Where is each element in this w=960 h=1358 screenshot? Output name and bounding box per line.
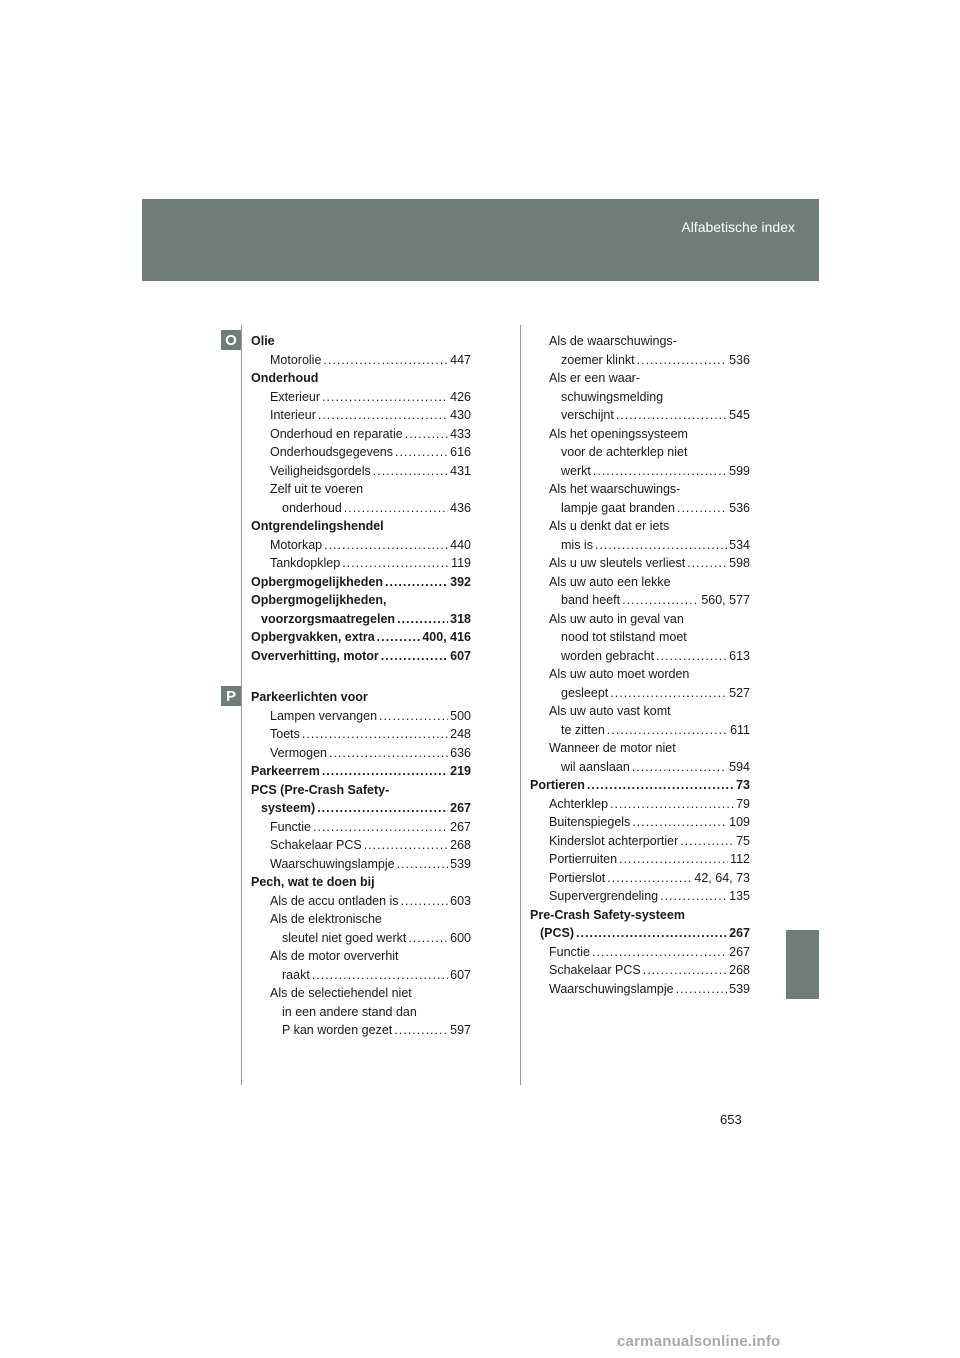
leader-dots [593, 462, 727, 481]
index-entry-label: Als er een waar- [549, 371, 641, 385]
index-entry-label: Onderhoud en reparatie [270, 426, 403, 441]
index-entry [530, 647, 750, 666]
index-entry-label: sleutel niet goed werkt [282, 930, 407, 945]
index-entry [530, 684, 750, 703]
index-entry [251, 647, 471, 666]
index-entry-label: Olie [251, 334, 275, 348]
index-entry [530, 795, 750, 814]
index-entry-label: Kinderslot achterportier [549, 833, 679, 848]
index-entry-page: 598 [729, 556, 750, 570]
index-entry [251, 499, 471, 518]
index-entry-label: Als de accu ontladen is [270, 893, 399, 908]
index-entry-page: 500 [450, 708, 471, 723]
index-entry [530, 499, 750, 518]
index-entry [530, 702, 750, 721]
index-entry-page: 430 [450, 408, 471, 422]
index-entry [251, 873, 471, 892]
index-entry [530, 332, 750, 351]
index-entry-label: Als uw auto een lekke [549, 574, 671, 589]
leader-dots [379, 707, 448, 726]
index-entry-label: Interieur [270, 408, 316, 422]
index-entry-label: Zelf uit te voeren [270, 482, 364, 496]
index-entry-label: Supervergrendeling [549, 889, 659, 903]
index-entry [530, 480, 750, 499]
leader-dots [397, 855, 449, 874]
leader-dots [373, 462, 448, 481]
index-entry-label: Pech, wat te doen bij [251, 875, 375, 889]
index-entry-page: 268 [729, 963, 750, 977]
index-entry [530, 850, 750, 869]
index-entry-label: Waarschuwingslampje [549, 981, 674, 996]
index-entry-page: 447 [450, 352, 471, 367]
index-entry-label: Vermogen [270, 745, 327, 760]
index-entry-page: 594 [729, 759, 750, 774]
section-title: Alfabetische index [681, 219, 795, 235]
index-entry-label: Als uw auto vast komt [549, 704, 671, 718]
index-entry [251, 425, 471, 444]
index-entry [251, 799, 471, 818]
index-entry-page: 42, 64, 73 [694, 870, 750, 885]
index-entry-label: Exterieur [270, 389, 321, 404]
index-entry-page: 440 [450, 537, 471, 552]
index-entry-page: 119 [451, 556, 471, 570]
index-entry-label: mis is [561, 537, 593, 552]
index-entry [251, 688, 471, 707]
index-entry-label: P kan worden gezet [282, 1023, 393, 1037]
header-band [142, 199, 819, 281]
page-number: 653 [720, 1112, 742, 1127]
index-entry [251, 462, 471, 481]
index-entry-label: lampje gaat branden [561, 500, 675, 515]
index-entry-label: Als de selectiehendel niet [270, 986, 412, 1000]
index-entry-label: Wanneer de motor niet [549, 741, 676, 755]
index-entry-label: Portierruiten [549, 852, 618, 866]
index-entry-page: 75 [736, 833, 750, 848]
index-entry-label: Als u denkt dat er iets [549, 519, 670, 533]
index-entry-label: band heeft [561, 593, 621, 607]
index-entry-page: 607 [450, 648, 471, 663]
index-entry-page: 431 [450, 463, 471, 478]
index-entry-label: Als de elektronische [270, 912, 382, 926]
index-entry [530, 443, 750, 462]
leader-dots [622, 591, 699, 610]
index-entry-label: Functie [270, 819, 311, 834]
index-entry [251, 818, 471, 837]
index-entry-page: 109 [729, 815, 750, 829]
leader-dots [619, 850, 728, 869]
index-entry-label: (PCS) [540, 926, 575, 940]
leader-dots [587, 776, 734, 795]
leader-dots [394, 1021, 448, 1040]
leader-dots [302, 725, 448, 744]
index-entry [530, 610, 750, 629]
leader-dots [643, 961, 727, 980]
index-entry-label: Pre-Crash Safety-systeem [530, 907, 685, 922]
leader-dots [364, 836, 448, 855]
leader-dots [329, 744, 448, 763]
index-entry [251, 351, 471, 370]
index-entry-label: Toets [270, 727, 300, 741]
index-entry [530, 628, 750, 647]
index-entry-label: Tankdopklep [270, 556, 341, 570]
index-entry [530, 665, 750, 684]
index-entry-page: 597 [450, 1023, 471, 1037]
index-entry [530, 943, 750, 962]
index-entry-page: 527 [729, 685, 750, 700]
leader-dots [317, 799, 448, 818]
leader-dots [610, 684, 727, 703]
index-entry-label: Ontgrendelingshendel [251, 519, 384, 533]
index-entry [530, 776, 750, 795]
index-entry-label: zoemer klinkt [561, 352, 635, 367]
index-entry-page: 636 [450, 745, 471, 760]
leader-dots [401, 892, 449, 911]
index-entry-label: worden gebracht [561, 648, 655, 663]
index-entry [530, 517, 750, 536]
index-entry-page: 267 [450, 801, 471, 815]
index-entry-page: 603 [450, 893, 471, 908]
leader-dots [607, 721, 728, 740]
index-entry-page: 536 [729, 500, 750, 515]
index-entry [251, 536, 471, 555]
index-entry-label: Als uw auto moet worden [549, 667, 690, 681]
watermark: carmanualsonline.info [617, 1333, 781, 1350]
index-entry-label: Schakelaar PCS [549, 963, 641, 977]
index-column-1-o [251, 332, 471, 665]
index-entry [251, 369, 471, 388]
index-entry [530, 536, 750, 555]
leader-dots [342, 554, 449, 573]
index-entry [530, 887, 750, 906]
index-entry-page: 534 [729, 537, 750, 552]
index-entry-label: Buitenspiegels [549, 815, 631, 829]
index-entry-page: 392 [450, 574, 471, 589]
leader-dots [322, 388, 448, 407]
index-entry [251, 610, 471, 629]
index-entry-label: PCS (Pre-Crash Safety- [251, 782, 390, 797]
leader-dots [687, 554, 727, 573]
index-entry [251, 591, 471, 610]
index-entry-page: 545 [729, 408, 750, 422]
index-entry [530, 758, 750, 777]
index-entry-page: 539 [450, 856, 471, 871]
index-entry-page: 73 [736, 778, 750, 792]
index-entry [251, 910, 471, 929]
index-entry-label: wil aanslaan [561, 759, 630, 774]
index-entry-label: Achterklep [549, 796, 609, 811]
index-entry-label: Oververhitting, motor [251, 648, 379, 663]
index-entry-label: voor de achterklep niet [561, 445, 688, 459]
index-entry-label: gesleept [561, 685, 609, 700]
index-entry [251, 554, 471, 573]
index-entry-page: 611 [730, 722, 750, 737]
leader-dots [385, 573, 448, 592]
index-entry [530, 980, 750, 999]
index-entry-label: raakt [282, 967, 310, 982]
index-entry [251, 443, 471, 462]
letter-marker-p: P [221, 686, 241, 706]
leader-dots [632, 758, 727, 777]
index-entry-page: 600 [450, 930, 471, 945]
leader-dots [677, 499, 727, 518]
index-entry-label: Als uw auto in geval van [549, 611, 684, 626]
index-entry-label: voorzorgsmaatregelen [261, 611, 396, 626]
leader-dots [595, 536, 727, 555]
letter-marker-o: O [221, 330, 241, 350]
index-column-1-p [251, 688, 471, 1040]
leader-dots [676, 980, 728, 999]
index-entry [251, 762, 471, 781]
index-entry [251, 1003, 471, 1022]
left-margin-rule [241, 325, 242, 1085]
index-entry-page: 560, 577 [701, 593, 750, 607]
index-entry [251, 781, 471, 800]
index-entry [251, 966, 471, 985]
index-entry [530, 721, 750, 740]
leader-dots [381, 647, 448, 666]
index-entry-label: te zitten [561, 722, 605, 737]
index-entry-label: Functie [549, 944, 590, 959]
leader-dots [637, 351, 728, 370]
leader-dots [610, 795, 734, 814]
index-entry-page: 79 [736, 796, 750, 811]
index-entry [530, 961, 750, 980]
index-entry-label: Waarschuwingslampje [270, 856, 395, 871]
index-entry-label: Schakelaar PCS [270, 838, 362, 852]
index-entry-label: Als u uw sleutels verliest [549, 556, 686, 570]
index-entry [251, 929, 471, 948]
leader-dots [576, 924, 727, 943]
index-entry-label: onderhoud [282, 500, 342, 515]
index-entry [251, 892, 471, 911]
thumb-index-tab [786, 930, 819, 999]
index-entry-page: 613 [729, 648, 750, 663]
leader-dots [324, 536, 448, 555]
index-entry-label: Als het waarschuwings- [549, 482, 681, 496]
index-entry-page: 135 [729, 889, 750, 903]
leader-dots [408, 929, 448, 948]
index-entry [530, 369, 750, 388]
leader-dots [405, 425, 448, 444]
leader-dots [656, 647, 727, 666]
leader-dots [344, 499, 448, 518]
index-entry-page: 267 [450, 819, 471, 834]
index-entry-page: 433 [450, 426, 471, 441]
index-entry [251, 573, 471, 592]
index-entry [530, 388, 750, 407]
index-entry [251, 332, 471, 351]
index-entry [251, 517, 471, 536]
index-entry-label: Portieren [530, 778, 585, 792]
index-entry-label: in een andere stand dan [282, 1004, 417, 1019]
index-entry-label: schuwingsmelding [561, 389, 664, 404]
index-entry [251, 725, 471, 744]
index-entry [251, 744, 471, 763]
leader-dots [616, 406, 727, 425]
index-entry [530, 573, 750, 592]
index-entry-label: Opbergmogelijkheden [251, 574, 383, 589]
index-entry [530, 406, 750, 425]
leader-dots [377, 628, 421, 647]
index-entry-label: Opbergmogelijkheden, [251, 593, 387, 607]
index-entry-label: Als het openingssysteem [549, 426, 688, 441]
index-entry [251, 836, 471, 855]
index-entry-page: 426 [450, 389, 471, 404]
index-entry [530, 591, 750, 610]
index-entry-label: Opbergvakken, extra [251, 630, 375, 644]
leader-dots [592, 943, 727, 962]
leader-dots [397, 610, 448, 629]
index-entry [530, 924, 750, 943]
index-entry-page: 599 [729, 463, 750, 478]
leader-dots [680, 832, 734, 851]
index-entry-label: Als de waarschuwings- [549, 334, 677, 348]
index-entry-page: 539 [729, 981, 750, 996]
index-entry-label: Onderhoud [251, 371, 319, 385]
index-entry-label: verschijnt [561, 408, 614, 422]
index-entry [530, 869, 750, 888]
index-entry [530, 906, 750, 925]
leader-dots [318, 406, 448, 425]
leader-dots [312, 966, 448, 985]
index-entry-label: Als de motor oververhit [270, 949, 399, 963]
index-entry-label: Motorolie [270, 352, 322, 367]
index-entry [251, 855, 471, 874]
index-entry-label: Onderhoudsgegevens [270, 445, 394, 459]
index-entry [530, 462, 750, 481]
index-entry [251, 628, 471, 647]
index-entry [251, 947, 471, 966]
index-entry [251, 480, 471, 499]
index-entry-label: Parkeerrem [251, 764, 320, 778]
index-entry-label: Motorkap [270, 537, 323, 552]
index-entry-page: 400, 416 [422, 630, 471, 644]
index-entry-label: systeem) [261, 801, 316, 815]
index-entry-page: 536 [729, 352, 750, 367]
index-entry [251, 984, 471, 1003]
index-entry-label: nood tot stilstand moet [561, 630, 687, 644]
index-entry [251, 707, 471, 726]
leader-dots [322, 762, 448, 781]
index-entry-page: 318 [450, 611, 471, 626]
index-entry-page: 112 [730, 852, 750, 866]
index-entry-page: 268 [450, 838, 471, 852]
leader-dots [395, 443, 448, 462]
index-entry-page: 248 [450, 727, 471, 741]
index-entry [251, 388, 471, 407]
index-entry [530, 739, 750, 758]
index-entry-label: werkt [561, 463, 591, 478]
leader-dots [632, 813, 727, 832]
index-entry-page: 219 [450, 764, 471, 778]
leader-dots [313, 818, 448, 837]
index-entry-label: Portierslot [549, 870, 606, 885]
index-entry-label: Parkeerlichten voor [251, 690, 368, 704]
index-entry-page: 267 [729, 926, 750, 940]
column-divider [520, 325, 521, 1085]
index-entry-page: 607 [450, 967, 471, 982]
index-entry-page: 267 [729, 944, 750, 959]
index-entry [251, 406, 471, 425]
index-entry [530, 813, 750, 832]
index-entry [251, 1021, 471, 1040]
index-entry-label: Veiligheidsgordels [270, 463, 371, 478]
leader-dots [660, 887, 727, 906]
leader-dots [323, 351, 448, 370]
index-entry [530, 425, 750, 444]
index-entry-page: 436 [450, 500, 471, 515]
index-entry [530, 832, 750, 851]
index-entry-label: Lampen vervangen [270, 708, 378, 723]
index-entry [530, 554, 750, 573]
index-column-2 [530, 332, 750, 998]
index-entry-page: 616 [450, 445, 471, 459]
index-entry [530, 351, 750, 370]
leader-dots [607, 869, 692, 888]
